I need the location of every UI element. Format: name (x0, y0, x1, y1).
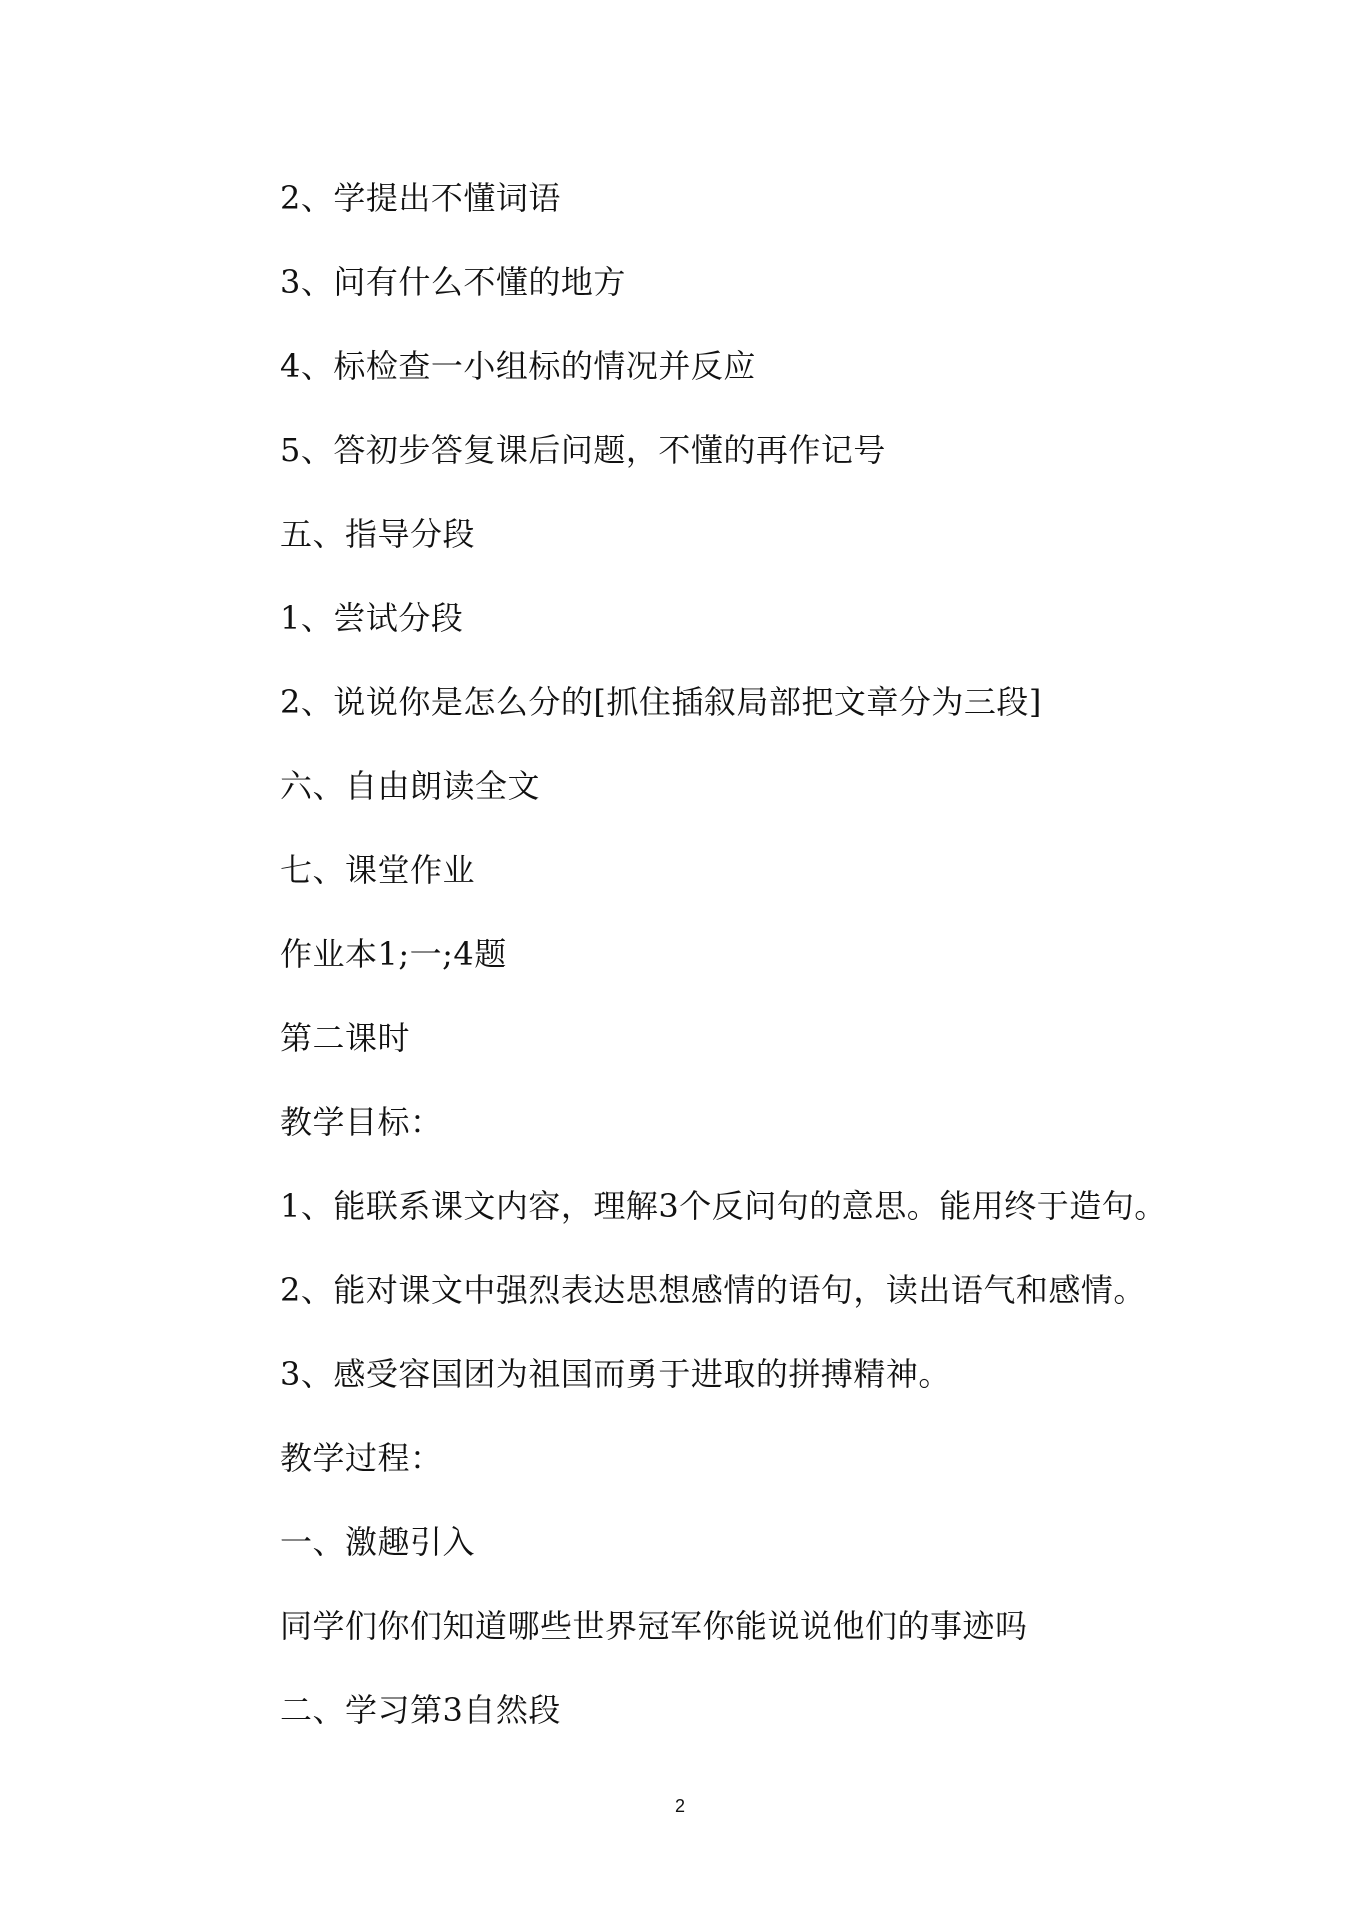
text-line: 4、标检查一小组标的情况并反应 (280, 347, 756, 385)
section-heading: 七、课堂作业 (280, 851, 476, 889)
section-heading: 六、自由朗读全文 (280, 767, 541, 805)
text-line: 作业本1;一;4题 (280, 935, 507, 973)
text-line: 2、学提出不懂词语 (280, 179, 561, 217)
lesson-heading: 第二课时 (280, 1019, 411, 1057)
section-heading: 五、指导分段 (280, 515, 476, 553)
section-heading: 二、学习第3自然段 (280, 1691, 561, 1729)
text-line: 同学们你们知道哪些世界冠军你能说说他们的事迹吗 (280, 1607, 1028, 1645)
subheading: 教学目标： (280, 1103, 443, 1141)
section-heading: 一、激趣引入 (280, 1523, 476, 1561)
text-line: 3、问有什么不懂的地方 (280, 263, 626, 301)
text-line: 1、尝试分段 (280, 599, 464, 637)
text-line: 2、说说你是怎么分的[抓住插叙局部把文章分为三段] (280, 683, 1042, 721)
text-line: 3、感受容国团为祖国而勇于进取的拼搏精神。 (280, 1355, 951, 1393)
page-number: 2 (674, 1796, 685, 1816)
text-line: 5、答初步答复课后问题，不懂的再作记号 (280, 431, 886, 469)
document-body (280, 171, 1280, 1767)
text-line: 1、能联系课文内容，理解3个反问句的意思。能用终于造句。 (280, 1187, 1167, 1225)
subheading: 教学过程： (280, 1439, 443, 1477)
text-line: 2、能对课文中强烈表达思想感情的语句，读出语气和感情。 (280, 1271, 1146, 1309)
